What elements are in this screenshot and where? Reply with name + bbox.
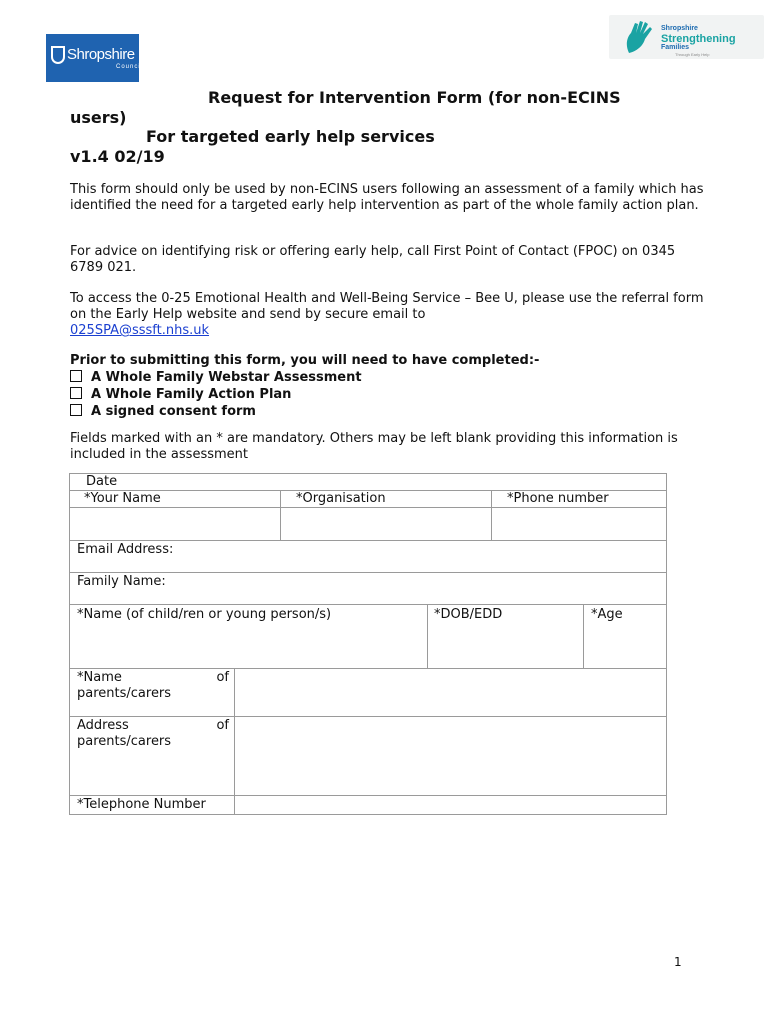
family-name-label: Family Name: [77,574,166,589]
parents-name-label-b: of [216,670,229,685]
intro-paragraph-3-text: To access the 0-25 Emotional Health and Well-Being Service – Bee U, please use the referral form on the Early Help website and send by secure email to [70,291,704,322]
dob-label: *DOB/EDD [434,607,503,622]
organisation-field[interactable] [281,508,491,540]
ssf-logo-line1: Shropshire [661,25,698,32]
address-field[interactable] [235,717,666,795]
ssf-logo-line4: Through Early Help [675,52,710,57]
spa-email-link[interactable]: 025SPA@sssft.nhs.uk [70,323,210,338]
parents-name-label [77,670,229,702]
intro-paragraph-1: This form should only be used by non-ECINS users following an assessment of a family which has identified the need for a targeted early help intervention as part of the whole family action plan. [70,182,704,213]
telephone-field[interactable] [235,796,666,814]
prerequisite-label: A Whole Family Action Plan [91,387,292,402]
mandatory-note: Fields marked with an * are mandatory. Others may be left blank providing this information is included in the assessment [70,431,678,462]
form-title: Request for Intervention Form (for non-ECINS [208,88,621,107]
address-label-a: Address [77,718,129,733]
organisation-label: *Organisation [296,491,386,506]
form-version: v1.4 02/19 [70,147,165,166]
address-label-b: of [216,718,229,733]
telephone-label: *Telephone Number [77,797,206,812]
ssf-logo-line3: Families [661,44,690,51]
prerequisite-label: A Whole Family Webstar Assessment [91,370,362,385]
date-label: Date [86,474,118,489]
council-logo-sub: Council [116,64,144,70]
parents-name-label-c: parents/carers [77,686,172,701]
parents-name-field[interactable] [235,669,666,716]
phone-number-field[interactable] [492,508,666,540]
your-name-field[interactable] [70,508,280,540]
council-logo-name: Shropshire [67,46,135,63]
address-label [77,718,229,750]
parents-name-label-a: *Name [77,670,122,685]
your-name-label: *Your Name [84,491,161,506]
child-name-label: *Name (of child/ren or young person/s) [77,607,332,622]
phone-number-label: *Phone number [507,491,609,506]
prerequisites-heading: Prior to submitting this form, you will need to have completed:- [70,353,540,368]
form-title-cont: users) [70,108,127,127]
prerequisite-label: A signed consent form [91,404,256,419]
email-label: Email Address: [77,542,174,557]
form-subtitle: For targeted early help services [146,127,435,146]
ssf-logo-line2: Strengthening [661,33,736,45]
age-label: *Age [591,607,623,622]
page-number: 1 [674,955,682,969]
address-label-c: parents/carers [77,734,172,749]
intro-paragraph-2: For advice on identifying risk or offering early help, call First Point of Contact (FPOC) on 0345 6789 021. [70,244,676,275]
